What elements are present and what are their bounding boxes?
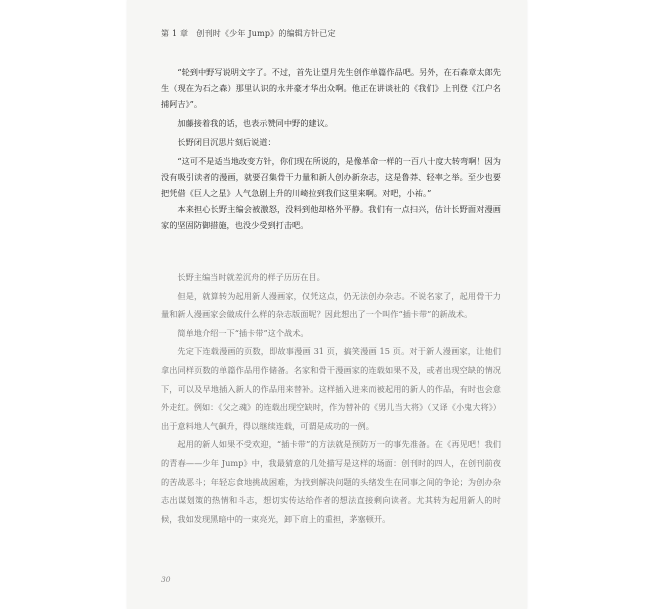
running-header: 第 1 章 创刊时《少年 Jump》的编辑方针已定 [161,29,336,38]
dialogue-section [161,64,501,233]
paragraph: “轮到中野写说明文字了。不过，首先让望月先生创作单篇作品吧。另外，在石森章太郎先生（现在为石之森）那里认识的永井豪才华出众啊。他正在讲谈社的《我们》上刊登《江户名捕阿吉》”。 [161,67,501,109]
paragraph: 长野闭目沉思片刻后说道： [177,137,276,147]
paragraph: “这可不是适当地改变方针，你们现在所说的，是像革命一样的一百八十度大转弯啊！因为没有吸引读者的漫画，就要召集骨干力量和新人创办新杂志，这是鲁莽、轻率之举。至少也要把凭借《巨人之星》人气急剧上升的川崎拉到我们这里来啊。对吧，小祐。” [161,156,501,198]
book-page [127,0,527,609]
page-number: 30 [161,575,171,584]
paragraph: 长野主编当时就差沉舟的样子历历在目。 [177,272,325,282]
paragraph: 简单地介绍一下“插卡带”这个战术。 [177,327,309,338]
narration-section [161,268,501,528]
paragraph: 本来担心长野主编会被激怒，没料到他却格外平静。我们有一点扫兴，估计长野面对漫画家的坚固防御措施，也没少受到打击吧。 [161,204,501,230]
paragraph: 起用的新人如果不受欢迎，“插卡带”的方法就是预防万一的事先准备。在《再见吧！我们的青春——少年 Jump》中，我最猜意的几处描写是这样的场面：创刊时的四人，在创刊前夜的苦战恶斗；年轻忘食地挑战困难，为找到解决问题的头绪发生在同事之间的争论；为创办杂志出谋划策的热情和斗志，想切实传达给作者的想法直接剩向读者。尤其转为起用新人的时候，我如发现黑暗中的一束亮光，卸下肩上的重担，茅塞顿开。 [161,439,501,524]
paragraph: 但是，就算转为起用新人漫画家，仅凭这点，仍无法创办杂志。不说名家了，起用骨干力量和新人漫画家会做成什么样的杂志版面呢？因此想出了一个叫作“插卡带”的新战术。 [161,290,501,320]
paragraph: 加藤接着我的话，也表示赞同中野的建议。 [177,118,333,128]
paragraph: 先定下连载漫画的页数，即故事漫画 31 页，搞笑漫画 15 页。对于新人漫画家，让他们拿出同样页数的单篇作品用作储备。名家和骨干漫画家的连载如果不及，或者出现空缺的情况下，可以及早地插入新人的作品用来替补。这样插入进来而被起用的新人的作品，有时也会意外走红。例如：《父之魂》的连载出现空缺时，作为替补的《男儿当大将》（又译《小鬼大将》）出于意料地人气飙升，得以继续连载，可谓是成功的一例。 [161,346,501,431]
